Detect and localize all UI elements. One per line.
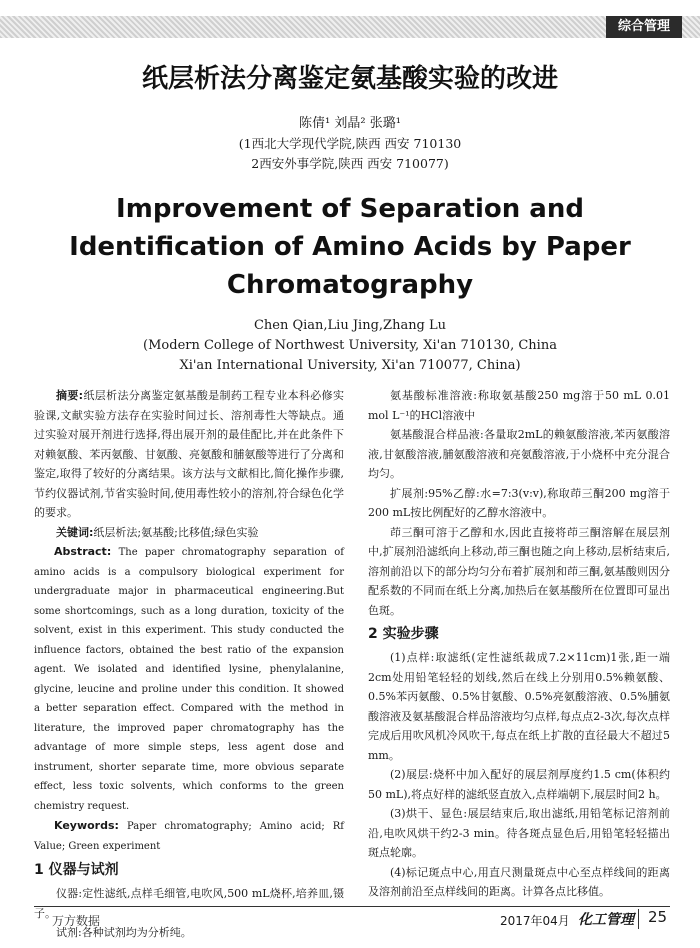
affiliation-english-1: (Modern College of Northwest University, Xi'an 710130, China xyxy=(143,338,557,353)
abstract-english-text: The paper chromatography separation of amino acids is a compulsory biological experiment for undergraduate major in pharmaceutical engineering.But some shortcomings, such as a long duration, toxicity of the solvent, exist in this experiment. This study conducted the influence factors, obtained the best ratio of the expansion agent. We isolated and identified lysine, phenylalanine, glycine, leucine and proline under this condition. It showed a better separation effect. Compared with the method in literature, the improved paper chromatography has the advantage of more simple steps, less agent dose and instrument, shorter separate time, more obvious separate effect, less toxic solvents, which conforms to the green chemistry request. xyxy=(34,547,344,812)
keywords-english-label: Keywords: xyxy=(54,819,119,832)
left-column xyxy=(34,386,344,943)
abstract-english xyxy=(34,542,344,816)
reagents-paragraph: 试剂:各种试剂均为分析纯。 xyxy=(56,926,192,939)
affiliation-english-2: Xi'an International University, Xi'an 710077, China) xyxy=(179,358,521,373)
abstract-chinese-text: 纸层析法分离鉴定氨基酸是制药工程专业本科必修实验课,文献实验方法存在实验时间过长、溶剂毒性大等缺点。通过实验对展开剂进行选择,得出展开剂的最佳配比,并在此条件下对赖氨酸、苯丙氨酸、甘氨酸、亮氨酸和脯氨酸等进行了分离和鉴定,取得了较好的分离结果。该方法与文献相比,简化操作步骤,节约仪器试剂,节省实验时间,使用毒性较小的溶剂,符合绿色化学的要求。 xyxy=(34,389,344,519)
authors-english: Chen Qian,Liu Jing,Zhang Lu xyxy=(253,318,447,333)
affiliation-chinese-2: 2西安外事学院,陕西 西安 710077) xyxy=(251,156,449,171)
footer-divider xyxy=(34,906,670,907)
abstract-english-label: Abstract: xyxy=(54,545,112,558)
page-number: 25 xyxy=(648,908,668,926)
keywords-english-text: Paper chromatography; Amino acid; Rf Value; Green experiment xyxy=(34,821,344,852)
section-2-heading: 2 实验步骤 xyxy=(368,626,439,642)
mixed-sample-paragraph: 氨基酸混合样品液:各量取2mL的赖氨酸溶液,苯丙氨酸溶液,甘氨酸溶液,脯氨酸溶液和亮氨酸溶液,于小烧杯中充分混合均匀。 xyxy=(368,428,670,480)
affiliation-chinese-1: (1西北大学现代学院,陕西 西安 710130 xyxy=(238,136,462,151)
right-column xyxy=(368,386,670,902)
step-1-paragraph: (1)点样:取滤纸(定性滤纸裁成7.2×11cm)1张,距一端2cm处用铅笔轻轻的划线,然后在线上分别用0.5%赖氨酸、0.5%苯丙氨酸、0.5%甘氨酸、0.5%亮氨酸溶液、0.5%脯氨酸溶液及氨基酸混合样品溶液均匀点样,每点点2-3次,每次点样完成后用吹风机冷风吹干,每点在纸上扩散的直径最大不超过5 mm。 xyxy=(368,651,670,762)
step-3-paragraph: (3)烘干、显色:展层结束后,取出滤纸,用铅笔标记溶剂前沿,电吹风烘干约2-3 min。待各斑点显色后,用铅笔轻轻描出斑点轮廓。 xyxy=(368,807,670,859)
footer-separator xyxy=(638,909,639,929)
ninhydrin-paragraph: 茚三酮可溶于乙醇和水,因此直接将茚三酮溶解在展层剂中,扩展剂沿滤纸向上移动,茚三酮也随之向上移动,层析结束后,溶剂前沿以下的部分均匀分布着扩展剂和茚三酮,氨基酸则因分配系数的不同而在纸上分离,加热后在氨基酸所在位置即可显出色斑。 xyxy=(368,525,670,617)
keywords-english xyxy=(34,816,344,856)
footer-date: 2017年04月 xyxy=(500,914,570,928)
keywords-chinese-text: 纸层析法;氨基酸;比移值;绿色实验 xyxy=(93,525,259,539)
step-2-paragraph: (2)展层:烧杯中加入配好的展层剂厚度约1.5 cm(体积约50 mL),将点好样的滤纸竖直放入,点样端朝下,展层时间2 h。 xyxy=(368,768,670,801)
abstract-label: 摘要: xyxy=(56,389,84,402)
authors-chinese: 陈倩¹ 刘晶² 张璐¹ xyxy=(299,116,401,131)
abstract-chinese xyxy=(34,386,344,523)
footer-magazine-name: 化工管理 xyxy=(578,912,634,928)
instruments-paragraph: 仪器:定性滤纸,点样毛细管,电吹风,500 mL烧杯,培养皿,镊子。 xyxy=(34,887,344,920)
standard-solution-paragraph: 氨基酸标准溶液:称取氨基酸250 mg溶于50 mL 0.01 mol L⁻¹的HCl溶液中 xyxy=(368,389,670,422)
section-tag: 综合管理 xyxy=(606,16,682,38)
keywords-label: 关键词: xyxy=(56,525,94,539)
title-english: Improvement of Separation and Identification of Amino Acids by Paper Chromatography xyxy=(69,194,631,300)
keywords-chinese xyxy=(34,523,344,543)
step-4-paragraph: (4)标记斑点中心,用直尺测量斑点中心至点样线间的距离及溶剂前沿至点样线间的距离。计算各点比移值。 xyxy=(368,865,670,898)
footer-source: 万方数据 xyxy=(52,914,101,928)
header-bar xyxy=(0,16,700,38)
section-1-heading: 1 仪器与试剂 xyxy=(34,862,119,878)
title-chinese: 纸层析法分离鉴定氨基酸实验的改进 xyxy=(141,64,558,94)
developer-paragraph: 扩展剂:95%乙醇:水=7:3(v:v),称取茚三酮200 mg溶于200 mL按比例配好的乙醇水溶液中。 xyxy=(368,486,670,519)
